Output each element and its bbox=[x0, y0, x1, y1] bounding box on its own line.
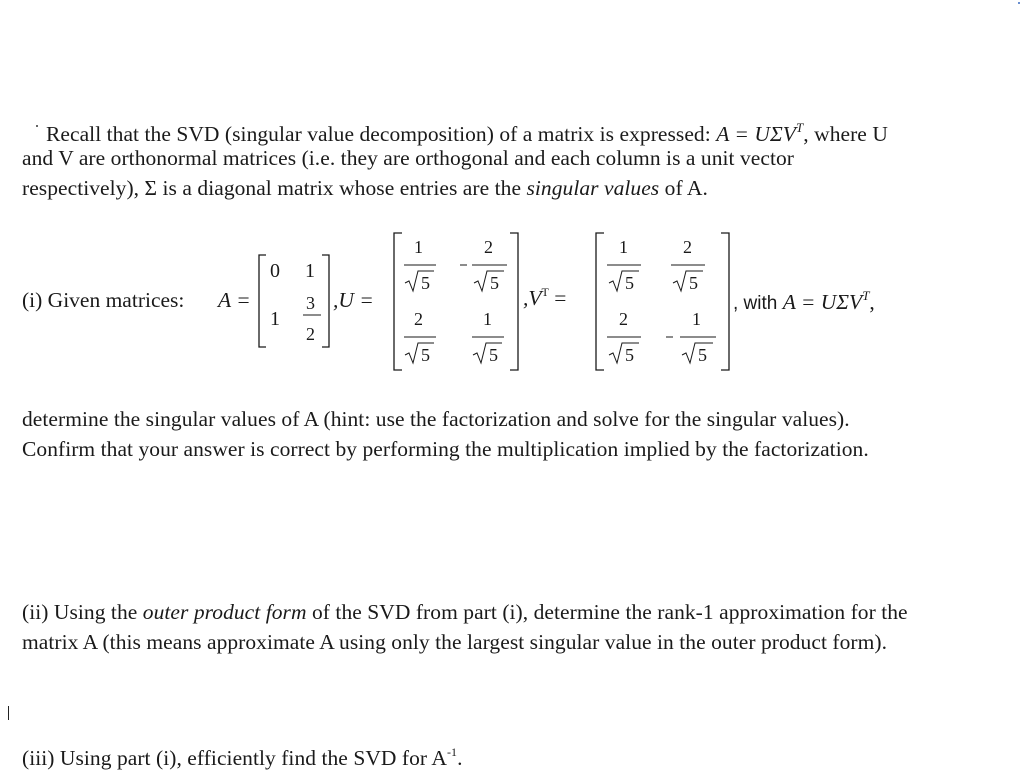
svd-formula: A = UΣV bbox=[716, 122, 796, 146]
vt-12-num: 2 bbox=[683, 237, 692, 257]
u-11-den: 5 bbox=[421, 273, 430, 293]
part-ii-line-2: matrix A (this means approximate A using only the largest singular value in the outer product form). bbox=[22, 630, 888, 654]
part-iii-end: . bbox=[457, 746, 463, 770]
u-22-num: 1 bbox=[483, 309, 492, 329]
u-21-den: 5 bbox=[421, 345, 430, 365]
vt-21-num: 2 bbox=[619, 309, 628, 329]
vt-22-num: 1 bbox=[692, 309, 701, 329]
outer-product-term: outer product form bbox=[142, 600, 307, 624]
u-label: ,U = bbox=[333, 288, 374, 312]
intro-text: Recall that the SVD (singular value decomposition) of a matrix is expressed: bbox=[46, 122, 711, 146]
svd-formula-sup: T bbox=[796, 120, 804, 135]
a-12: 1 bbox=[305, 260, 315, 282]
vt-21-den: 5 bbox=[625, 345, 634, 365]
part-ii-a: (ii) Using the bbox=[22, 600, 138, 624]
u-21-num: 2 bbox=[414, 309, 423, 329]
matrix-equation bbox=[0, 225, 1024, 375]
part-ii-b: of the SVD from part (i), determine the rank-1 approximation for the bbox=[311, 600, 908, 624]
singular-values-term: singular values bbox=[526, 176, 660, 200]
intro-text-end: , where U bbox=[803, 122, 888, 146]
part-iii-text: (iii) Using part (i), efficiently find the SVD for A bbox=[22, 746, 447, 770]
a-11: 0 bbox=[270, 260, 280, 282]
matrix-u bbox=[394, 233, 518, 370]
intro-line-3a: respectively), Σ is a diagonal matrix whose entries are the bbox=[22, 176, 522, 200]
corner-marker bbox=[1018, 2, 1020, 4]
a-22-num: 3 bbox=[306, 293, 315, 313]
with-clause: , with $A = U\Sigma V^T$, bbox=[733, 288, 875, 314]
matrix-vt-entries bbox=[607, 237, 716, 365]
u-22-den: 5 bbox=[489, 345, 498, 365]
a-22-den: 2 bbox=[306, 324, 315, 344]
matrix-vt bbox=[596, 233, 729, 370]
vt-label: $,V^T$ = bbox=[523, 285, 567, 310]
matrix-a-entries bbox=[270, 260, 321, 344]
vt-22-den: 5 bbox=[698, 345, 707, 365]
u-12-num: 2 bbox=[484, 237, 493, 257]
a-label: A = bbox=[218, 288, 251, 312]
bullet-dot bbox=[36, 125, 38, 127]
part-i-line-1: determine the singular values of A (hint: use the factorization and solve for the singular values). bbox=[22, 407, 850, 431]
vt-12-den: 5 bbox=[689, 273, 698, 293]
intro-line-3b: of A. bbox=[664, 176, 708, 200]
part-ii-line-1 bbox=[22, 597, 1018, 627]
text-cursor bbox=[8, 706, 9, 720]
intro-line-3 bbox=[22, 173, 1018, 203]
u-12-den: 5 bbox=[490, 273, 499, 293]
vt-11-den: 5 bbox=[625, 273, 634, 293]
u-11-num: 1 bbox=[414, 237, 423, 257]
vt-11-num: 1 bbox=[619, 237, 628, 257]
intro-line-2: and V are orthonormal matrices (i.e. they are orthogonal and each column is a unit vector bbox=[22, 146, 795, 170]
matrix-u-entries bbox=[404, 237, 507, 365]
part-iii-sup: -1 bbox=[446, 745, 458, 759]
part-i-label: (i) Given matrices: bbox=[22, 288, 185, 312]
a-21: 1 bbox=[270, 308, 280, 330]
part-iii-line bbox=[22, 737, 1018, 773]
part-i-line-2: Confirm that your answer is correct by performing the multiplication implied by the factorization. bbox=[22, 437, 869, 461]
